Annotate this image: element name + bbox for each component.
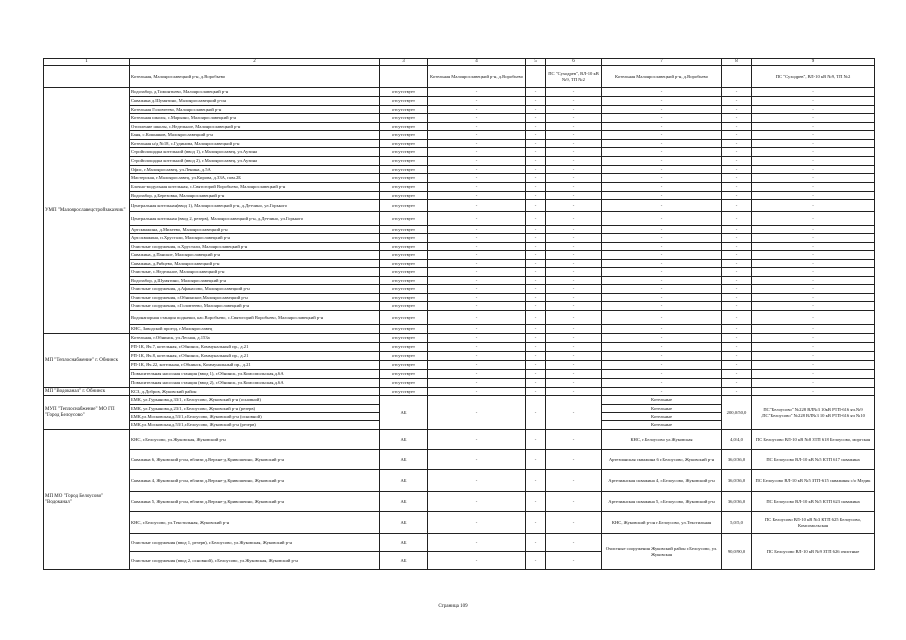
cell: отсутствует [380,148,428,157]
cell: отсутствует [380,234,428,243]
cell: АБ [380,470,428,492]
cell: отсутствует [380,243,428,251]
object-cell: Мастерская, г.Малоярославец, ул.Кирова, д.33А, пом.2Б [130,174,380,183]
cell: отсутствует [380,174,428,183]
object-cell: Котельная школы, с.Марьино, Малоярославецкий р-н [130,114,380,123]
table-row: Котельная Головтеево, Малоярославецкий р-н отсутствует - - - - - - [44,106,875,114]
table-row: Стройплощадка котельной (ввод 1), г.Малоярославец, ул.Аузина отсутствует - - - - - - [44,148,875,157]
cell: отсутствует [380,370,428,379]
cell: АБ [380,492,428,512]
table-row: Мастерская, г.Малоярославец, ул.Кирова, д.33А, пом.2Б отсутствует - - - - - - [44,174,875,183]
object-cell: Водонапорная станция подкачки, кас.Воробьево, с.Святогорий Воробьево, Малоярославецкий р-н [130,311,380,325]
table-row: УМП "Малоярославецстройзаказчик" Водозабор, д.Тимонтьево, Малоярославецкий р-н отсутствует - - - - - - [44,88,875,97]
cell: ПС Белоусово ВЛ-10 кВ №5 КТП 623 скважина [752,492,875,512]
cell: Котельные [602,413,722,421]
cell: Котельные [602,396,722,405]
object-cell: РП-1К, Яч.8, котельная, г.Обнинск, Коммунальный пр., д.21 [130,352,380,361]
table-row: МП "Теплоснабжение" г. Обнинск Котельная, г.Обнинск, ул.Лесная, д.153а отсутствует - - - - - - [44,334,875,343]
object-cell: КНС, г.Белоусово, ул.Жуковская, Жуковский р-н [130,430,380,450]
object-cell: Очистные сооружения, г.Головтеево, Малоярославецкий р-н [130,302,380,311]
table-row: МУП "Теплоснабжение" МО ГП "Город Белоусово" БМК, ул.Гурьянова,д.33/1, г.Белоусово, Жуковский р-н (основной) АБ - - - Котельные 200,0/50,0 ПС"Белоусово" №228 ВЛ№3 10кВ РТП-616 яч.№9 ,ПС"Белоусово" №228 ВЛ№3 10 кВ РТП-616 яч №10 [44,396,875,405]
cell: отсутствует [380,277,428,285]
cell: отсутствует [380,183,428,192]
table-row: Блочно-модульная котельная, с.Святогорий Воробьево, Малоярославецкий р-н отсутствует - - - - - - [44,183,875,192]
col-header: 3 [380,59,428,66]
table-row: Очистные сооружения, п.Хрустали, Малоярославецкий р-н отсутствует - - - - - - [44,243,875,251]
org2-section [44,334,875,388]
org-name: МП "Теплоснабжение" г. Обнинск [44,334,130,388]
object-cell: Очистные, с.Недельное, Малоярославецкий р-н [130,268,380,277]
table-row: Центральная котельная (ввод 2, резерв), Малоярославецкий р-н, д.Детчино, ул.Горького отсутствует - - - - - - [44,212,875,226]
cell: Очистные сооружения Жуковский район г.Белоусово, ул. Жуковская [602,534,722,570]
object-cell: Котельная, г.Обнинск, ул.Лесная, д.153а [130,334,380,343]
cell: 36,0/36,0 [722,492,752,512]
cell: отсутствует [380,226,428,234]
cell: отсутствует [380,200,428,212]
cell: ПС "Суходрев", ВЛ-10 кВ №9, ТП №2 [546,66,602,88]
org4-section [44,396,875,430]
cell: 4,0/4,0 [722,430,752,450]
table-row: КНС, г.Белоусово, ул.Текстильная, Жуковский р-н АБ - - - КНС, Жуковский р-он г.Белоусово, ул.Текстильная 5,0/5,0 ПС Белоусово ВЛ-10 кВ №3 КТП 625 Белоусово, Комсомольская [44,512,875,534]
object-cell: Котельная н/д №18, с.Гудинова, Малоярославецкий р-н [130,140,380,148]
col-header: 9 [752,59,875,66]
cell: отсутствует [380,379,428,388]
org1-section [44,88,875,334]
object-cell: РП-1К, Яч.22, котельная, г.Обнинск, Коммунальный пр., д.21 [130,361,380,370]
cell: отсутствует [380,114,428,123]
object-cell: Очистные сооружения (ввод 2, основной), г.Белоусово, ул.Жуковская, Жуковский р-н [130,552,380,570]
object-cell: Скважина 5, Жуковский р-он, вблизи д.Верхне-д.Кривошеино, Жуковский р-н [130,492,380,512]
object-cell: Скважина д.Шумятино, Малоярославецкий р-он [130,97,380,106]
table-row: КНС, Заводской проезд, г.Малоярославец отсутствует - - - - - - [44,325,875,334]
object-cell: Артскважина, д.Михеево, Малоярославецкий р-н [130,226,380,234]
cell: отсутствует [380,166,428,174]
cell: отсутствует [380,361,428,370]
data-table [43,58,875,570]
cell: Артезианская скважина 6 г.Белоусово, Жуковский р-н [602,450,722,470]
object-cell: Центральная котельная (ввод 2, резерв), Малоярославецкий р-н, д.Детчино, ул.Горького [130,212,380,226]
cell: отсутствует [380,302,428,311]
cell: отсутствует [380,140,428,148]
cell: АБ [380,512,428,534]
cell: Артезианская скважина 5, г.Белоусово, Жуковский р-н [602,492,722,512]
org-name: МУП "Теплоснабжение" МО ГП "Город Белоусово" [44,396,130,430]
org-name: УМП "Малоярославецстройзаказчик" [44,88,130,334]
col-header: 1 [44,59,130,66]
cell: отсутствует [380,123,428,131]
cell: АБ [380,450,428,470]
table-row: Котельная н/д №18, с.Гудинова, Малоярославецкий р-н отсутствует - - - - - - [44,140,875,148]
object-cell: БМК, ул.Гурьянова,д.23/1, г.Белоусово, Жуковский р-н (резерв) [130,405,380,413]
object-cell: КНС, г.Белоусово, ул.Текстильная, Жуковский р-н [130,512,380,534]
org3-section [44,388,875,396]
cell: АБ [380,534,428,552]
cell: ПС Белоусово ВЛ-10 кВ №3 КТП 625 Белоусово, Комсомольская [752,512,875,534]
object-cell: Котельная Головтеево, Малоярославецкий р-н [130,106,380,114]
col-header: 4 [428,59,526,66]
table-row: Повысительная насосная станция (ввод 2), г.Обнинск, ул.Комсомольская,д.6А отсутствует - - - - - - [44,379,875,388]
cell: отсутствует [380,294,428,302]
table-row: Скважина д.Шумятино, Малоярославецкий р-он отсутствует - - - - - - [44,97,875,106]
cell: отсутствует [380,212,428,226]
object-cell: Повысительная насосная станция (ввод 1), г.Обнинск, ул.Комсомольская,д.6А [130,370,380,379]
cell: отсутствует [380,325,428,334]
org5-section [44,430,875,570]
table-row: Скважина, д.Рябцево, Малоярославецкий р-н отсутствует - - - - - - [44,260,875,268]
table-row: Котельная школы, с.Марьино, Малоярославецкий р-н отсутствует - - - - - - [44,114,875,123]
table-row: МП МО "Город Белоусово" "Водоканал" КНС, г.Белоусово, ул.Жуковская, Жуковский р-н АБ - - - КНС, г.Белоусово ул.Жуковская 4,0/4,0 ПС Белоусово ВЛ-10 кВ №8 ЗТП 618 Белоусово, моргская [44,430,875,450]
table-row: Артскважина, д.Михеево, Малоярославецкий р-н отсутствует - - - - - - [44,226,875,234]
cell: Артезианская скважина 4, г.Белоусово, Жуковский р-н [602,470,722,492]
table-row: Очистные, с.Недельное, Малоярославецкий р-н отсутствует - - - - - - [44,268,875,277]
table-row: Стройплощадка котельной (ввод 2), г.Малоярославец, ул.Аузина отсутствует - - - - - - [44,157,875,166]
col-header: 6 [546,59,602,66]
cell: ПС Белоусово ВЛ-10 кВ №9 ЗТП 626 очистные [752,534,875,570]
cell: 90,0/90,0 [722,534,752,570]
cell: ПС"Белоусово" №228 ВЛ№3 10кВ РТП-616 яч.№9 ,ПС"Белоусово" №228 ВЛ№3 10 кВ РТП-616 яч №10 [752,396,875,430]
table-row: Водонапорная станция подкачки, кас.Воробьево, с.Святогорий Воробьево, Малоярославецкий р-н отсутствует - - - - - - [44,311,875,325]
table-row: РП-1К, Яч.8, котельная, г.Обнинск, Коммунальный пр., д.21 отсутствует - - - - - - [44,352,875,361]
object-cell: Скважина, д.Рябцево, Малоярославецкий р-н [130,260,380,268]
cell: отсутствует [380,285,428,294]
org-name: МП МО "Город Белоусово" "Водоканал" [44,430,130,570]
object-cell: Отопление школы, с.Недельное, Малоярославецкий р-н [130,123,380,131]
object-cell: Стройплощадка котельной (ввод 2), г.Малоярославец, ул.Аузина [130,157,380,166]
table-row: МП "Водоканал" г. Обнинск КСЗ, д.Добров, Жуковский район отсутствует - - - - - - [44,388,875,396]
org-name: МП "Водоканал" г. Обнинск [44,388,130,396]
table-row: Очистные сооружения (ввод 1, резерв), г.Белоусово, ул.Жуковская, Жуковский р-н АБ - - - Очистные сооружения Жуковский район г.Белоусово, ул. Жуковская 90,0/90,0 ПС Белоусово ВЛ-10 кВ №9 ЗТП 626 очистные [44,534,875,552]
table-row: Скважина, д.Панское, Малоярославецкий р-н отсутствует - - - - - - [44,251,875,260]
table-row: РП-1К, Яч.7, котельная, г.Обнинск, Коммунальный пр., д.21 отсутствует - - - - - - [44,343,875,352]
object-cell: Блочно-модульная котельная, с.Святогорий Воробьево, Малоярославецкий р-н [130,183,380,192]
object-cell: Повысительная насосная станция (ввод 2), г.Обнинск, ул.Комсомольская,д.6А [130,379,380,388]
table-row: Офис, г.Малоярославец, ул.Ленина, д.5А отсутствует - - - - - - [44,166,875,174]
object-cell: Очистные сооружения, г.Обнинское,Малоярославецкий р-н [130,294,380,302]
object-cell: Офис, г.Малоярославец, ул.Ленина, д.5А [130,166,380,174]
col-header: 7 [602,59,722,66]
cell: отсутствует [380,334,428,343]
table-row: Водозабор, д.Березовка, Малоярославецкий р-н отсутствует - - - - - - [44,192,875,200]
cell: отсутствует [380,251,428,260]
cell: ПС Белоусово ВЛ-10 кВ №5 ЗТП-615 скважины с/о Медик [752,470,875,492]
cell: отсутствует [380,157,428,166]
cell: отсутствует [380,97,428,106]
table-row: Арт.скважина, п.Хрустали, Малоярославецкий р-н отсутствует - - - - - - [44,234,875,243]
table-row: РП-1К, Яч.22, котельная, г.Обнинск, Коммунальный пр., д.21 отсутствует - - - - - - [44,361,875,370]
cell: 200,0/50,0 [722,396,752,430]
cell: 36,0/36,0 [722,470,752,492]
cell: КНС, Жуковский р-он г.Белоусово, ул.Текстильная [602,512,722,534]
col-header: 5 [526,59,546,66]
table-row: Повысительная насосная станция (ввод 1), г.Обнинск, ул.Комсомольская,д.6А отсутствует - - - - - - [44,370,875,379]
cell: отсутствует [380,268,428,277]
cell: Котельные [602,421,722,430]
object-cell: Очистные сооружения, п.Хрустали, Малоярославецкий р-н [130,243,380,251]
cell: АБ [380,430,428,450]
cell: Котельная Малоярославецкий р-н, д.Воробьево [428,66,526,88]
table-row: Скважина 5, Жуковский р-он, вблизи д.Верхне-д.Кривошеино, Жуковский р-н АБ - - - Артезианская скважина 5, г.Белоусово, Жуковский р-н 36,0/36,0 ПС Белоусово ВЛ-10 кВ №5 КТП 623 скважина [44,492,875,512]
table-row: Водозабор, д.Шумятино, Малоярославецкий р-н отсутствует - - - - - - [44,277,875,285]
object-cell: Скважина, д.Панское, Малоярославецкий р-н [130,251,380,260]
cell: отсутствует [380,192,428,200]
cell: АБ [380,396,428,430]
table-row: Скважина 4, Жуковский р-он, вблизи д.Верхне-д.Кривошеино, Жуковский р-н АБ - - - Артезианская скважина 4, г.Белоусово, Жуковский р-н 36,0/36,0 ПС Белоусово ВЛ-10 кВ №5 ЗТП-615 скважины с/о Медик [44,470,875,492]
object-cell: Баня, с.Кошняков, Малоярославецкий р-н [130,131,380,140]
object-cell: Скважина 4, Жуковский р-он, вблизи д.Верхне-д.Кривошеино, Жуковский р-н [130,470,380,492]
cell: ПС Белоусово ВЛ-10 кВ №5 КТП 617 скважина [752,450,875,470]
object-cell: Водозабор, д.Тимонтьево, Малоярославецкий р-н [130,88,380,97]
object-cell: Центральная котельная(ввод 1), Малоярославецкий р-н, д.Детчино, ул.Горького [130,200,380,212]
table-row: Очистные сооружения, д.Афанасово, Малоярославецкий р-н отсутствует - - - - - - [44,285,875,294]
object-cell: Очистные сооружения, д.Афанасово, Малоярославецкий р-н [130,285,380,294]
object-cell: Водозабор, д.Шумятино, Малоярославецкий р-н [130,277,380,285]
cell: 36,0/36,0 [722,450,752,470]
table-row: Очистные сооружения (ввод 2, основной), г.Белоусово, ул.Жуковская, Жуковский р-н АБ - - - [44,552,875,570]
cell: отсутствует [380,352,428,361]
object-cell: Арт.скважина, п.Хрустали, Малоярославецкий р-н [130,234,380,243]
col-header: 8 [722,59,752,66]
object-cell: БМК,ул.Московская,д.53/1,г.Белоусово, Жуковский р-н (резерв) [130,421,380,430]
table-row [44,66,875,88]
table-row: Отопление школы, с.Недельное, Малоярославецкий р-н отсутствует - - - - - - [44,123,875,131]
cell: 5,0/5,0 [722,512,752,534]
table-row: Очистные сооружения, г.Обнинское,Малоярославецкий р-н отсутствует - - - - - - [44,294,875,302]
cell: Котельные [602,405,722,413]
object-cell: БМК,ул.Московская,д.53/1,г.Белоусово, Жуковский р-н (основной) [130,413,380,421]
object-cell: Очистные сооружения (ввод 1, резерв), г.Белоусово, ул.Жуковская, Жуковский р-н [130,534,380,552]
object-cell: Стройплощадка котельной (ввод 1), г.Малоярославец, ул.Аузина [130,148,380,157]
cell: Котельная Малоярославецкий р-н, д.Воробьево [602,66,722,88]
object-cell: БМК, ул.Гурьянова,д.33/1, г.Белоусово, Жуковский р-н (основной) [130,396,380,405]
col-header: 2 [130,59,380,66]
object-cell: РП-1К, Яч.7, котельная, г.Обнинск, Коммунальный пр., д.21 [130,343,380,352]
cell: отсутствует [380,388,428,396]
object-cell: КНС, Заводской проезд, г.Малоярославец [130,325,380,334]
cell: отсутствует [380,311,428,325]
cell: отсутствует [380,260,428,268]
cell: отсутствует [380,88,428,97]
table-row: Баня, с.Кошняков, Малоярославецкий р-н отсутствует - - - - - - [44,131,875,140]
table-row: Скважина 6, Жуковский р-он, вблизи д.Верхне-д.Кривошеино, Жуковский р-н АБ - - - Артезианская скважина 6 г.Белоусово, Жуковский р-н 36,0/36,0 ПС Белоусово ВЛ-10 кВ №5 КТП 617 скважина [44,450,875,470]
table-row: Очистные сооружения, г.Головтеево, Малоярославецкий р-н отсутствует - - - - - - [44,302,875,311]
page-footer: Страница 109 [438,604,468,609]
cell: АБ [380,552,428,570]
cell: КНС, г.Белоусово ул.Жуковская [602,430,722,450]
object-cell: КСЗ, д.Добров, Жуковский район [130,388,380,396]
cell: ПС "Суходрев", ВЛ-10 кВ №9, ТП №2 [752,66,875,88]
cell: ПС Белоусово ВЛ-10 кВ №8 ЗТП 618 Белоусово, моргская [752,430,875,450]
cell: отсутствует [380,106,428,114]
cell: отсутствует [380,343,428,352]
cell: отсутствует [380,131,428,140]
object-cell: Котельная, Малоярославецкий р-н, д.Воробьево [130,66,380,88]
table-row: Центральная котельная(ввод 1), Малоярославецкий р-н, д.Детчино, ул.Горького отсутствует - - - - - - [44,200,875,212]
object-cell: Водозабор, д.Березовка, Малоярославецкий р-н [130,192,380,200]
header-row [44,59,875,66]
object-cell: Скважина 6, Жуковский р-он, вблизи д.Верхне-д.Кривошеино, Жуковский р-н [130,450,380,470]
